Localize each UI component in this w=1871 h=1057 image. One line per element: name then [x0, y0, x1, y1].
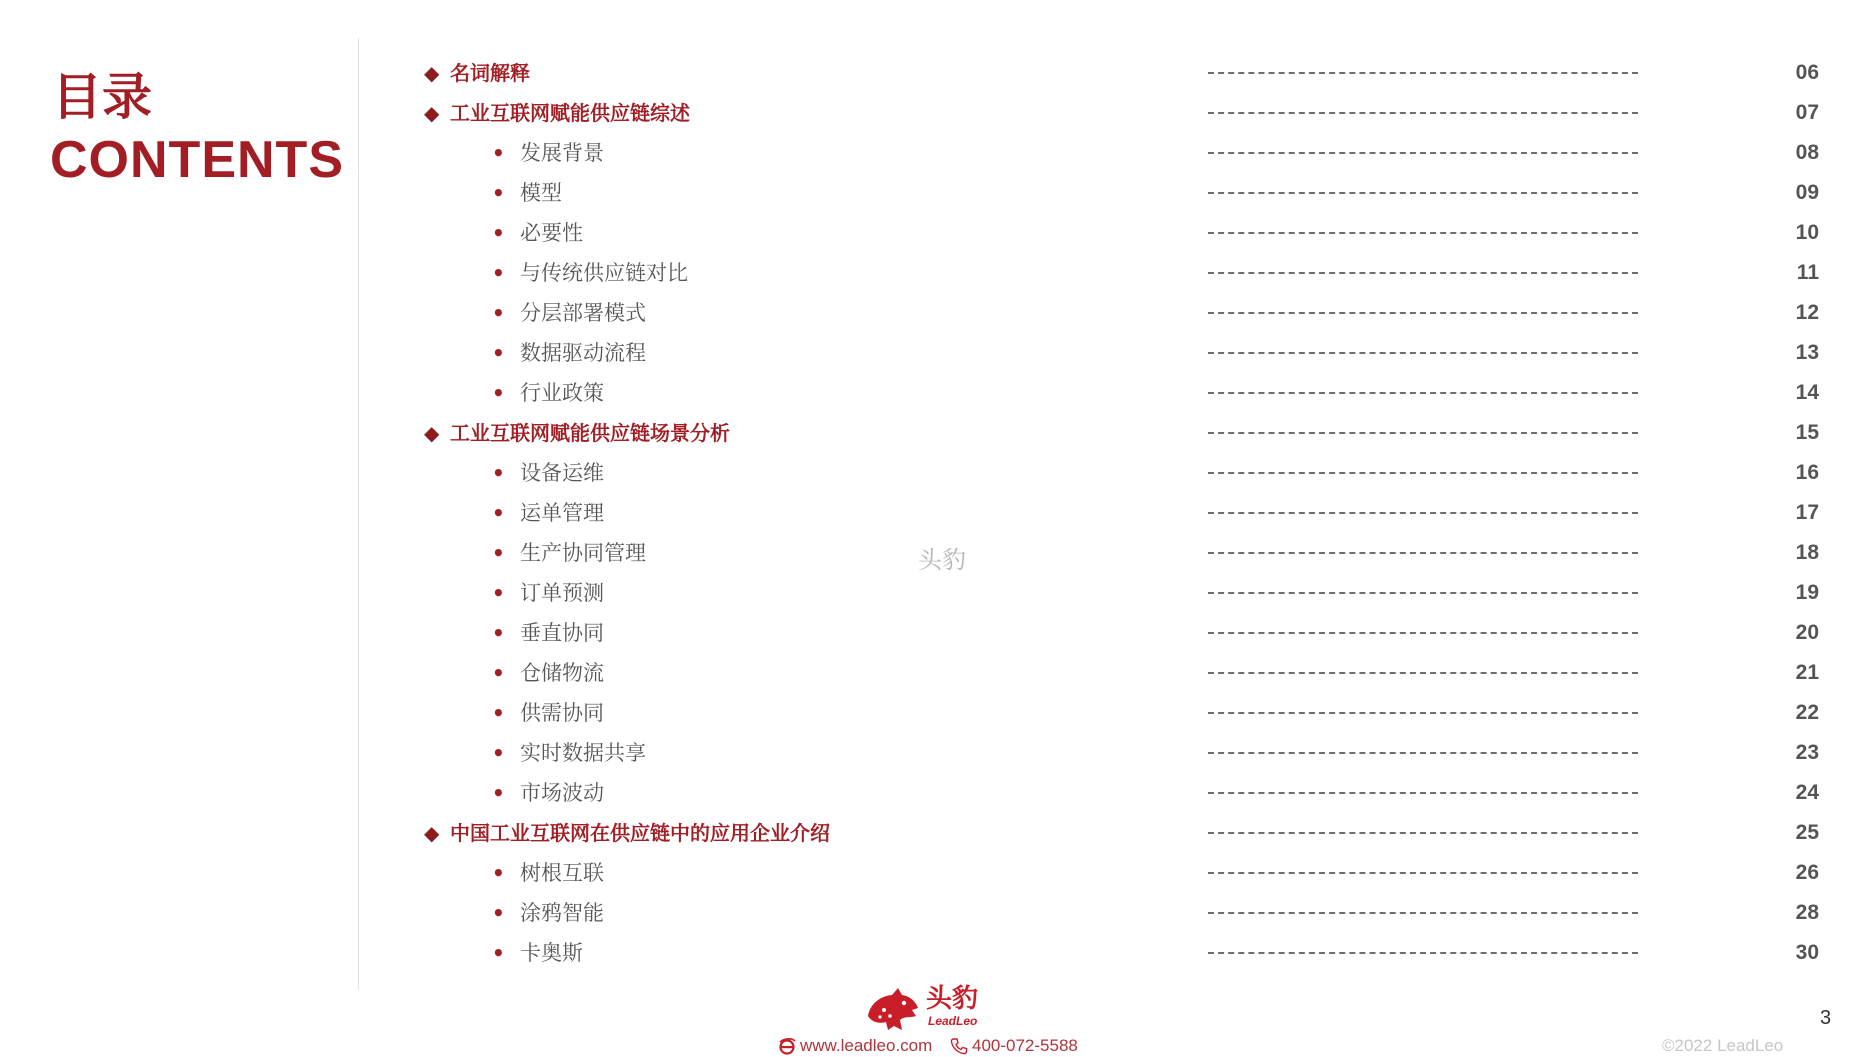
toc-entry[interactable] — [0, 53, 1871, 93]
leader-dashes — [1208, 232, 1638, 234]
leader-dashes — [1208, 632, 1638, 634]
toc-entry[interactable] — [0, 613, 1871, 653]
logo-text-english: LeadLeo — [928, 1014, 978, 1028]
leadleo-logo — [864, 984, 1014, 1034]
toc-entry[interactable] — [0, 213, 1871, 253]
toc-item-label: 发展背景 — [520, 141, 604, 165]
phone-contact[interactable] — [950, 1035, 1078, 1057]
toc-item-label: 必要性 — [520, 221, 583, 245]
toc-item-label: 卡奥斯 — [520, 941, 583, 965]
title-english: CONTENTS — [50, 131, 344, 189]
copyright-notice: ©2022 LeadLeo — [1662, 1036, 1784, 1055]
toc-page-number: 08 — [1795, 141, 1819, 164]
toc-item-label: 实时数据共享 — [520, 741, 646, 765]
toc-item-label: 树根互联 — [520, 861, 604, 885]
toc-entry[interactable] — [0, 653, 1871, 693]
leader-dashes — [1208, 72, 1638, 74]
leader-dashes — [1208, 752, 1638, 754]
toc-page-number: 07 — [1795, 101, 1819, 124]
dot-bullet-icon: • — [492, 741, 505, 765]
toc-item-label: 与传统供应链对比 — [520, 261, 688, 285]
toc-page-number: 24 — [1795, 781, 1819, 804]
toc-entry[interactable] — [0, 493, 1871, 533]
toc-item-label: 供需协同 — [520, 701, 604, 725]
diamond-bullet-icon: ◆ — [424, 61, 440, 85]
toc-item-label: 生产协同管理 — [520, 541, 646, 565]
toc-page-number: 19 — [1795, 581, 1819, 604]
toc-item-label: 垂直协同 — [520, 621, 604, 645]
toc-entry[interactable] — [0, 773, 1871, 813]
toc-entry[interactable] — [0, 893, 1871, 933]
toc-entry[interactable] — [0, 93, 1871, 133]
toc-page-number: 12 — [1795, 301, 1819, 324]
toc-page-number: 20 — [1795, 621, 1819, 644]
dot-bullet-icon: • — [492, 381, 505, 405]
toc-entry[interactable] — [0, 573, 1871, 613]
leader-dashes — [1208, 152, 1638, 154]
phone-text: 400-072-5588 — [972, 1036, 1078, 1055]
toc-entry[interactable] — [0, 453, 1871, 493]
dot-bullet-icon: • — [492, 621, 505, 645]
diamond-bullet-icon: ◆ — [424, 821, 440, 845]
toc-entry[interactable] — [0, 413, 1871, 453]
toc-page-number: 18 — [1795, 541, 1819, 564]
diamond-bullet-icon: ◆ — [424, 101, 440, 125]
leader-dashes — [1208, 352, 1638, 354]
leader-dashes — [1208, 872, 1638, 874]
dot-bullet-icon: • — [492, 261, 505, 285]
phone-icon — [950, 1037, 968, 1055]
website-link[interactable] — [778, 1035, 932, 1057]
dot-bullet-icon: • — [492, 701, 505, 725]
toc-entry[interactable] — [0, 813, 1871, 853]
dot-bullet-icon: • — [492, 301, 505, 325]
toc-page-number: 16 — [1795, 461, 1819, 484]
toc-item-label: 分层部署模式 — [520, 301, 646, 325]
dot-bullet-icon: • — [492, 461, 505, 485]
leader-dashes — [1208, 672, 1638, 674]
dot-bullet-icon: • — [492, 941, 505, 965]
toc-item-label: 模型 — [520, 181, 562, 205]
leader-dashes — [1208, 192, 1638, 194]
toc-entry[interactable] — [0, 933, 1871, 973]
dot-bullet-icon: • — [492, 901, 505, 925]
toc-page-number: 06 — [1795, 61, 1819, 84]
leopard-logo-icon — [864, 986, 920, 1032]
toc-page-number: 30 — [1795, 941, 1819, 964]
dot-bullet-icon: • — [492, 341, 505, 365]
toc-section-label: 名词解释 — [450, 61, 530, 85]
leader-dashes — [1208, 592, 1638, 594]
leader-dashes — [1208, 712, 1638, 714]
toc-item-label: 数据驱动流程 — [520, 341, 646, 365]
toc-page-number: 15 — [1795, 421, 1819, 444]
leader-dashes — [1208, 512, 1638, 514]
leader-dashes — [1208, 552, 1638, 554]
toc-entry[interactable] — [0, 733, 1871, 773]
leader-dashes — [1208, 312, 1638, 314]
dot-bullet-icon: • — [492, 661, 505, 685]
toc-entry[interactable] — [0, 293, 1871, 333]
dot-bullet-icon: • — [492, 221, 505, 245]
toc-entry[interactable] — [0, 173, 1871, 213]
toc-page-number: 26 — [1795, 861, 1819, 884]
toc-item-label: 订单预测 — [520, 581, 604, 605]
watermark: 头豹 — [918, 546, 966, 574]
toc-item-label: 运单管理 — [520, 501, 604, 525]
toc-entry[interactable] — [0, 333, 1871, 373]
leader-dashes — [1208, 472, 1638, 474]
toc-entry[interactable] — [0, 253, 1871, 293]
diamond-bullet-icon: ◆ — [424, 421, 440, 445]
title-chinese: 目录 — [52, 68, 152, 126]
slide-number: 3 — [1820, 1007, 1832, 1029]
toc-section-label: 工业互联网赋能供应链综述 — [450, 101, 690, 125]
toc-page-number: 14 — [1795, 381, 1819, 404]
dot-bullet-icon: • — [492, 141, 505, 165]
dot-bullet-icon: • — [492, 781, 505, 805]
toc-page-number: 17 — [1795, 501, 1819, 524]
leader-dashes — [1208, 112, 1638, 114]
dot-bullet-icon: • — [492, 501, 505, 525]
website-text: www.leadleo.com — [800, 1036, 933, 1055]
toc-page-number: 13 — [1795, 341, 1819, 364]
toc-item-label: 设备运维 — [520, 461, 604, 485]
leader-dashes — [1208, 952, 1638, 954]
toc-page-number: 10 — [1795, 221, 1819, 244]
toc-item-label: 涂鸦智能 — [520, 901, 604, 925]
toc-page-number: 21 — [1795, 661, 1819, 684]
toc-item-label: 市场波动 — [520, 781, 604, 805]
browser-e-icon — [778, 1037, 796, 1055]
leader-dashes — [1208, 392, 1638, 394]
leader-dashes — [1208, 912, 1638, 914]
toc-page-number: 09 — [1795, 181, 1819, 204]
toc-page-number: 23 — [1795, 741, 1819, 764]
toc-page-number: 28 — [1795, 901, 1819, 924]
dot-bullet-icon: • — [492, 581, 505, 605]
leader-dashes — [1208, 272, 1638, 274]
toc-entry[interactable] — [0, 693, 1871, 733]
toc-page-number: 11 — [1796, 261, 1819, 284]
toc-page-number: 22 — [1795, 701, 1819, 724]
toc-item-label: 仓储物流 — [520, 661, 604, 685]
toc-entry[interactable] — [0, 853, 1871, 893]
leader-dashes — [1208, 792, 1638, 794]
dot-bullet-icon: • — [492, 181, 505, 205]
toc-item-label: 行业政策 — [520, 381, 604, 405]
dot-bullet-icon: • — [492, 861, 505, 885]
toc-entry[interactable] — [0, 133, 1871, 173]
leader-dashes — [1208, 432, 1638, 434]
logo-text-chinese: 头豹 — [926, 984, 979, 1014]
dot-bullet-icon: • — [492, 541, 505, 565]
toc-entry[interactable] — [0, 373, 1871, 413]
toc-section-label: 工业互联网赋能供应链场景分析 — [450, 421, 730, 445]
leader-dashes — [1208, 832, 1638, 834]
toc-page-number: 25 — [1795, 821, 1819, 844]
toc-section-label: 中国工业互联网在供应链中的应用企业介绍 — [450, 821, 830, 845]
